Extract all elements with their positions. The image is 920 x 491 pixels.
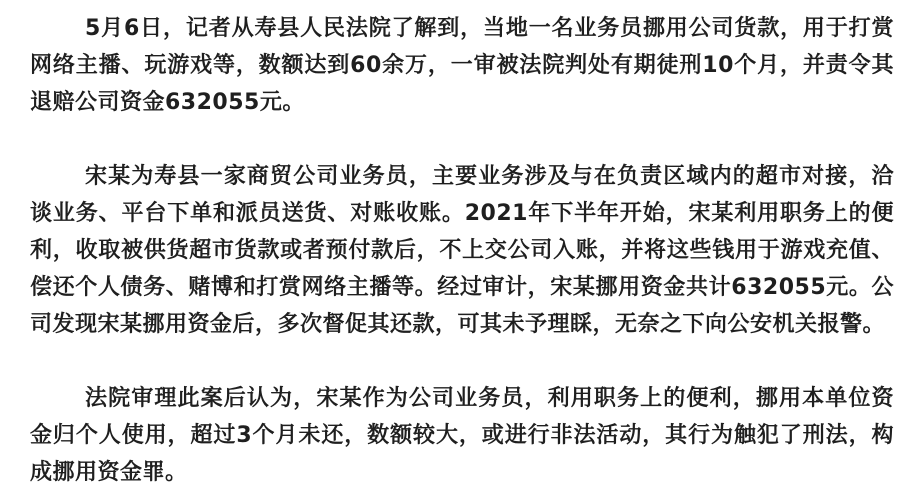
paragraph-court-ruling: 法院审理此案后认为，宋某作为公司业务员，利用职务上的便利，挪用本单位资金归个人使用，超过3个月未还，数额较大，或进行非法活动，其行为触犯了刑法，构成挪用资金罪。 bbox=[30, 386, 894, 485]
paragraph-intro: 5月6日，记者从寿县人民法院了解到，当地一名业务员挪用公司货款，用于打赏网络主播、玩游戏等，数额达到60余万，一审被法院判处有期徒刑10个月，并责令其退赔公司资金632055元。 bbox=[30, 16, 894, 115]
paragraph-case-details: 宋某为寿县一家商贸公司业务员，主要业务涉及与在负责区域内的超市对接，洽谈业务、平台下单和派员送货、对账收账。2021年下半年开始，宋某利用职务上的便利，收取被供货超市货款或者预付款后，不上交公司入账，并将这些钱用于游戏充值、偿还个人债务、赌博和打赏网络主播等。经过审计，宋某挪用资金共计632055元。公司发现宋某挪用资金后，多次督促其还款，可其未予理睬，无奈之下向公安机关报警。 bbox=[30, 164, 894, 337]
